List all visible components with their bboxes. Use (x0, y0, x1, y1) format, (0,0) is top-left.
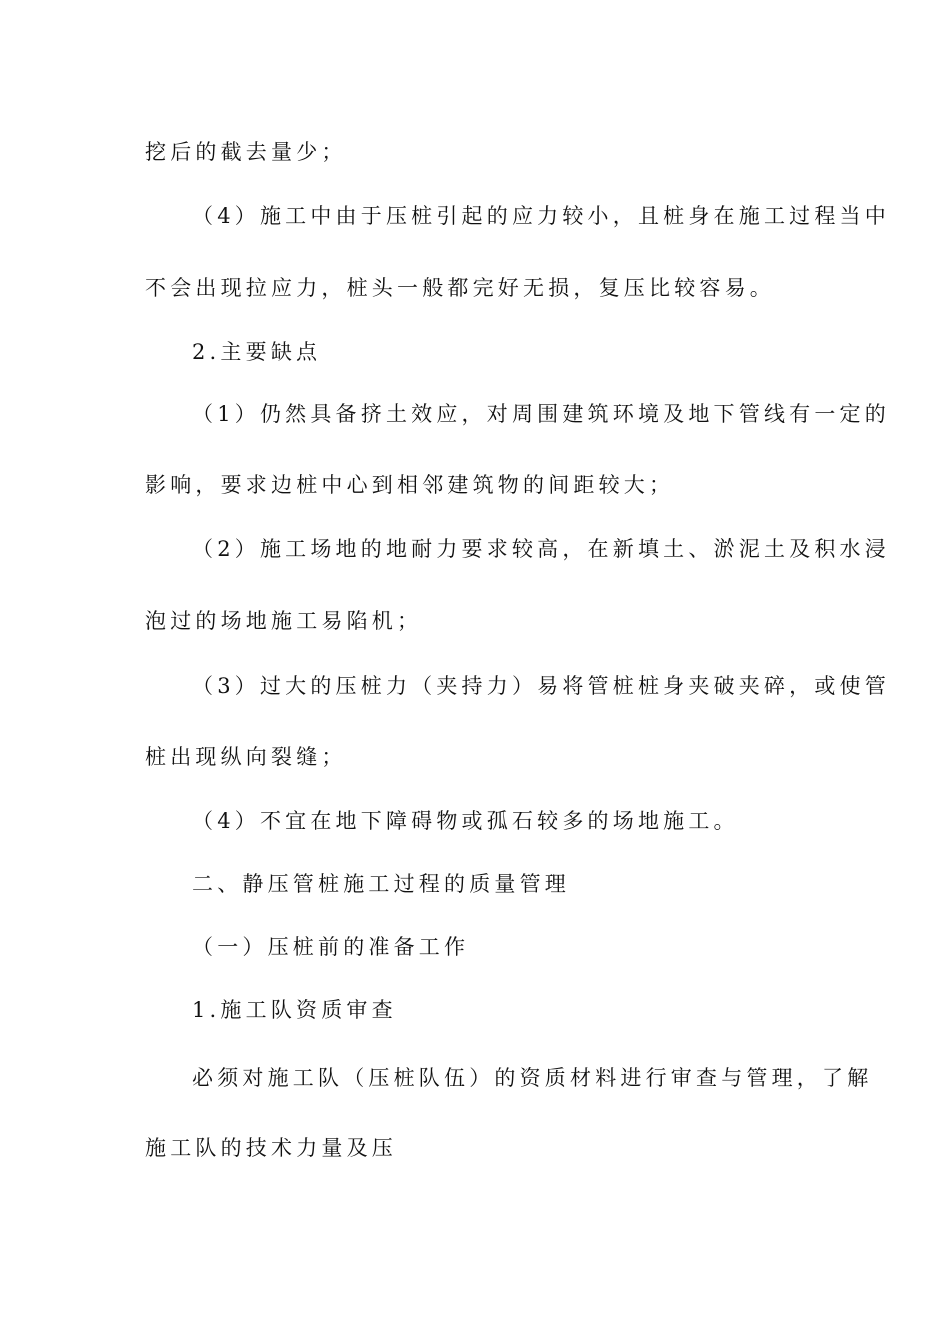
text-line-9: （3）过大的压桩力（夹持力）易将管桩桩身夹破夹碎，或使管 (192, 674, 890, 698)
text-line-3: 不会出现拉应力，桩头一般都完好无损，复压比较容易。 (145, 276, 775, 300)
text-line-7: （2）施工场地的地耐力要求较高，在新填土、淤泥土及积水浸 (192, 537, 890, 561)
text-line-16: 施工队的技术力量及压 (145, 1136, 397, 1160)
text-line-15: 必须对施工队（压桩队伍）的资质材料进行审查与管理，了解 (192, 1066, 873, 1090)
text-line-5: （1）仍然具备挤土效应，对周围建筑环境及地下管线有一定的 (192, 402, 890, 426)
text-line-10: 桩出现纵向裂缝； (145, 745, 347, 769)
text-line-1: 挖后的截去量少； (145, 140, 347, 164)
section-heading-main-disadvantages: 2.主要缺点 (192, 340, 322, 364)
text-line-8: 泡过的场地施工易陷机； (145, 609, 423, 633)
item-heading-qualification-review: 1.施工队资质审查 (192, 998, 397, 1022)
text-line-11: （4）不宜在地下障碍物或孤石较多的场地施工。 (192, 809, 739, 833)
section-heading-quality-management: 二、静压管桩施工过程的质量管理 (192, 872, 570, 896)
text-line-6: 影响，要求边桩中心到相邻建筑物的间距较大； (145, 473, 675, 497)
text-line-2: （4）施工中由于压桩引起的应力较小，且桩身在施工过程当中 (192, 204, 890, 228)
subsection-heading-preparation: （一）压桩前的准备工作 (192, 935, 470, 959)
